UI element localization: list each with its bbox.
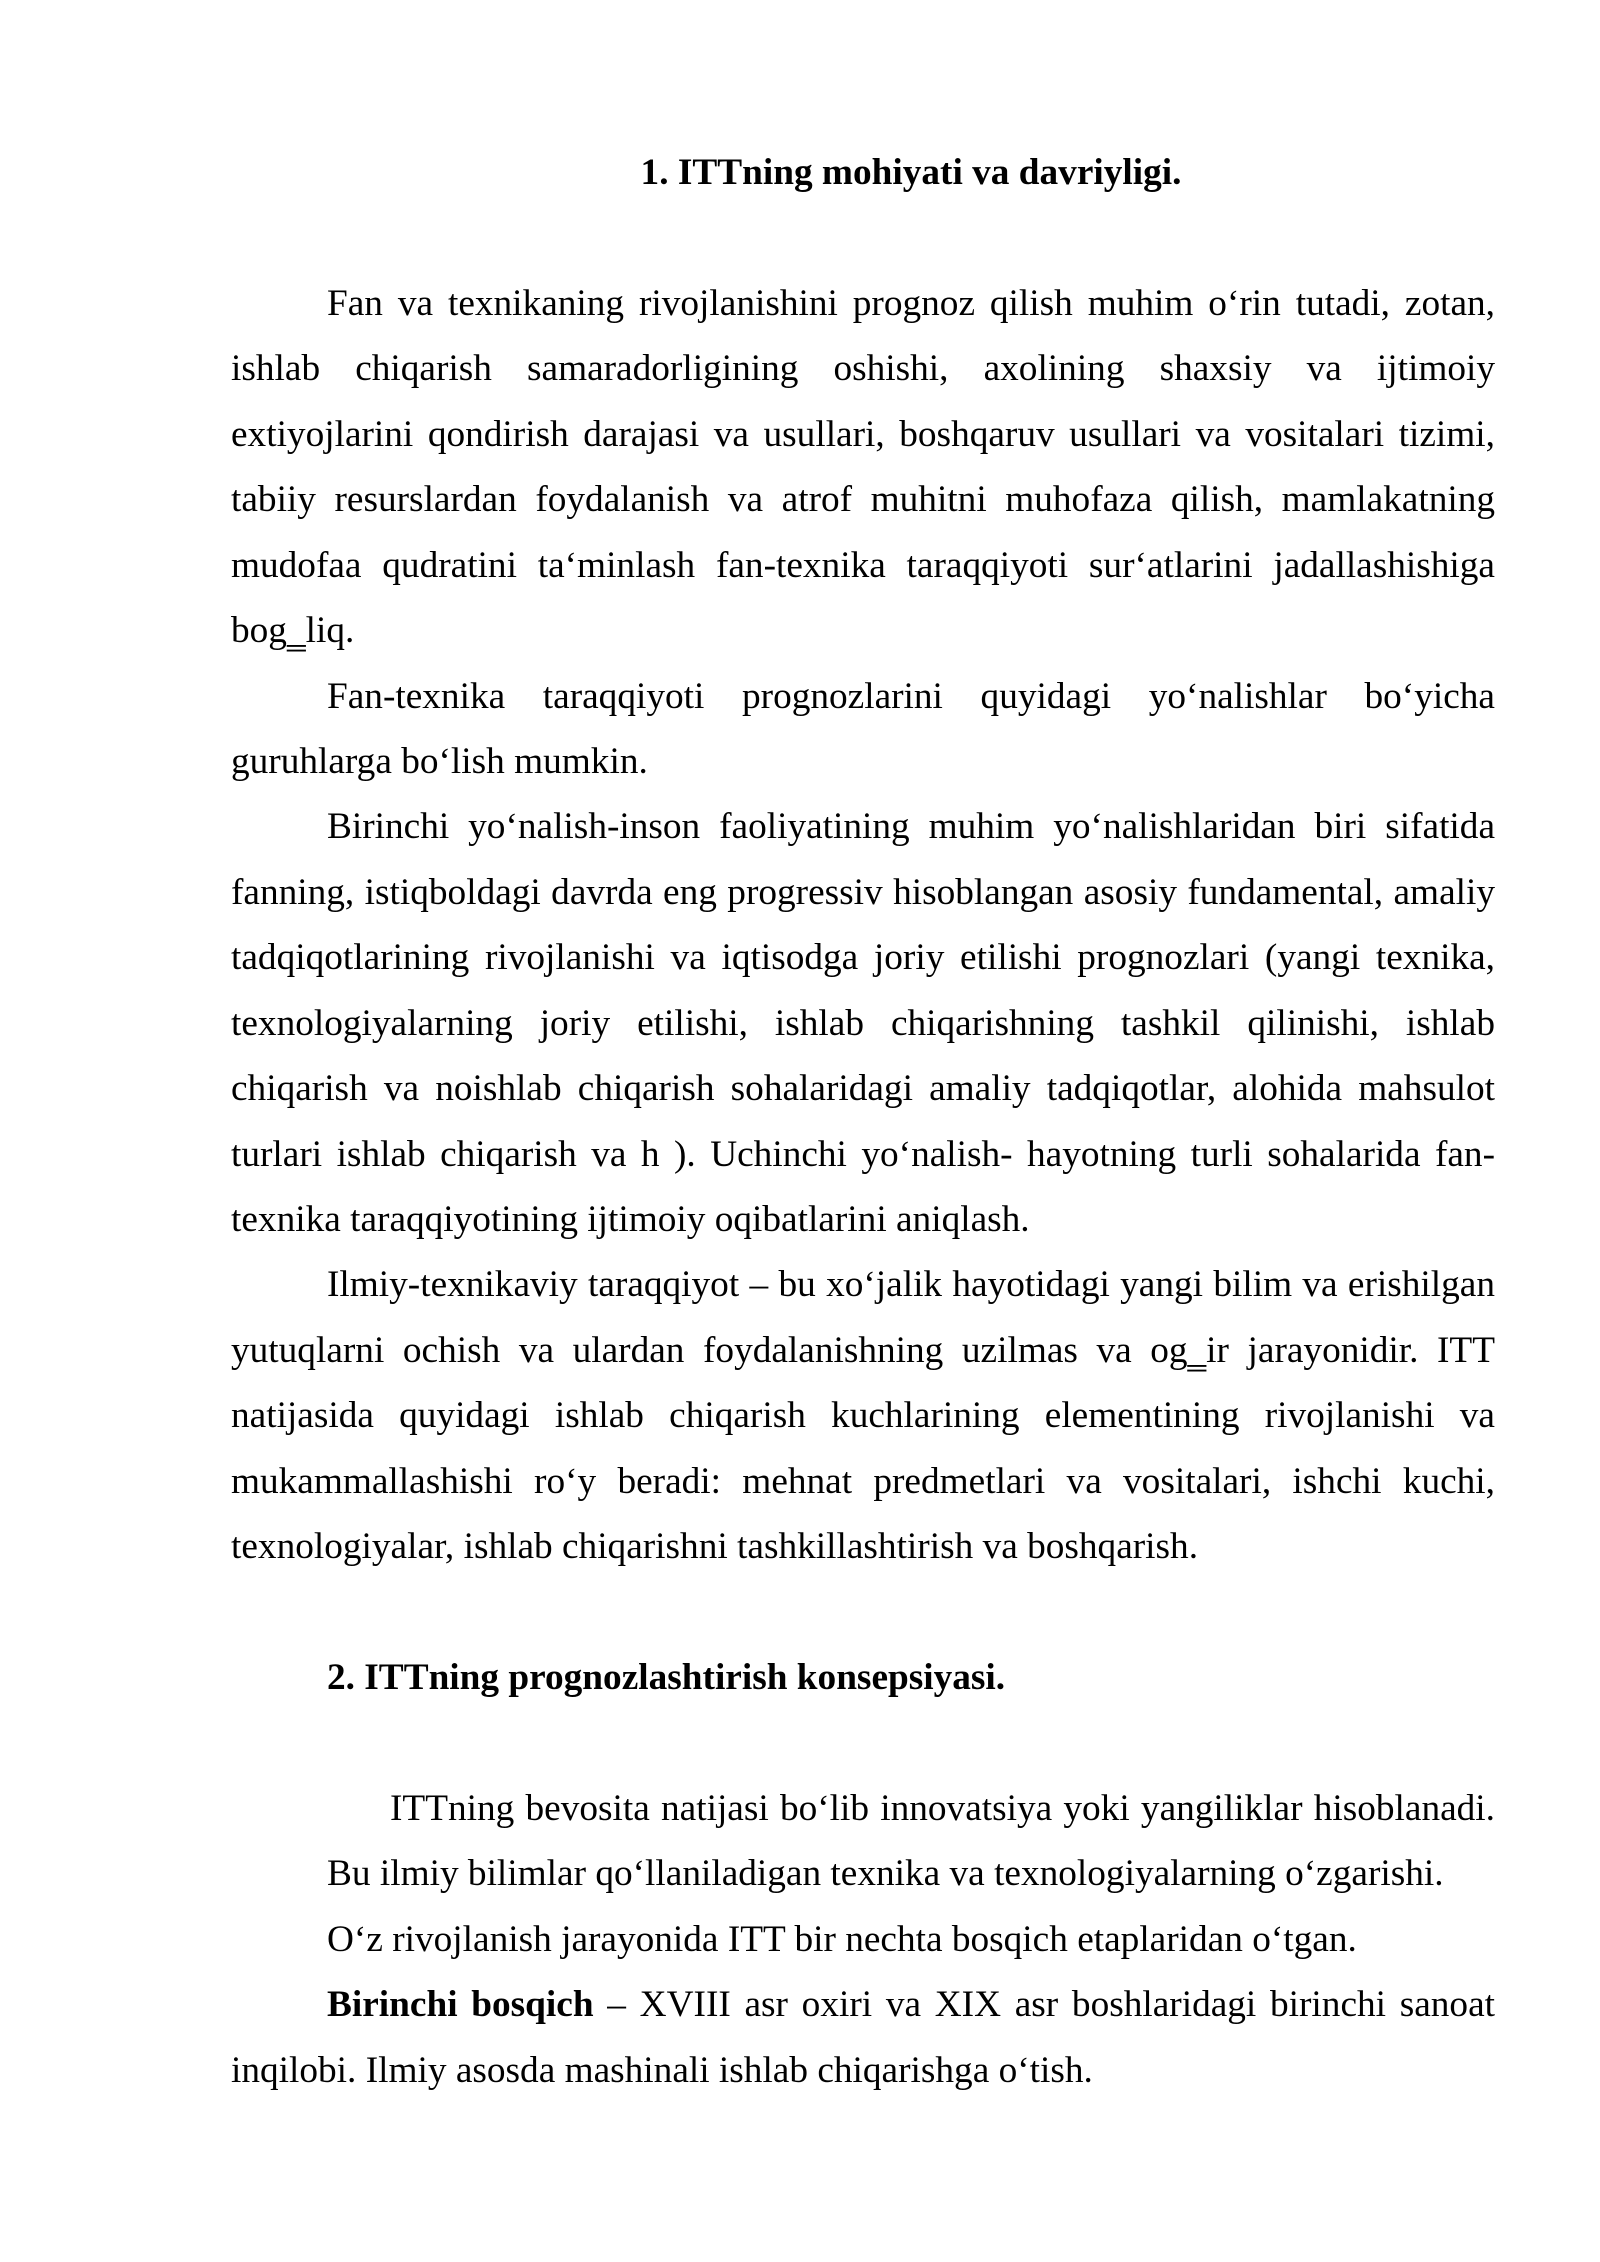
text-line: Bu ilmiy bilimlar qo‘llaniladigan texnika va texnologiyalarning o‘zgarishi. <box>327 1853 1444 1895</box>
paragraph <box>231 1907 1495 1972</box>
text-line: tabiiy resurslardan foydalanish va atrof muhitni muhofaza qilish, mamlakatning <box>231 479 1495 521</box>
text-line: turlari ishlab chiqarish va h ). Uchinchi yo‘nalish- hayotning turli sohalarida fan- <box>231 1133 1495 1175</box>
text-line: extiyojlarini qondirish darajasi va usullari, boshqaruv usullari va vositalari tizimi, <box>231 413 1495 455</box>
text-line: tadqiqotlarining rivojlanishi va iqtisodga joriy etilishi prognozlari (yangi texnika, <box>231 937 1495 979</box>
text-line: fanning, istiqboldagi davrda eng progressiv hisoblangan asosiy fundamental, amaliy <box>231 871 1495 913</box>
paragraph <box>231 664 1495 795</box>
text-line: ishlab chiqarish samaradorligining oshishi, axolining shaxsiy va ijtimoiy <box>231 348 1495 390</box>
text-line: yutuqlarni ochish va ulardan foydalanishning uzilmas va og‗ir jarayonidir. ITT <box>231 1329 1495 1371</box>
text-line: ITTning bevosita natijasi bo‘lib innovatsiya yoki yangiliklar hisoblanadi. <box>390 1787 1495 1829</box>
text-line: O‘z rivojlanish jarayonida ITT bir nechta bosqich etaplaridan o‘tgan. <box>327 1918 1357 1960</box>
document-body <box>231 140 1495 2103</box>
text-run: – XVIII asr oxiri va XIX asr boshlaridagi birinchi sanoat <box>607 1984 1495 2026</box>
section-title: 2. ITTning prognozlashtirish konsepsiyasi. <box>327 1657 1006 1699</box>
paragraph <box>231 271 1495 664</box>
section-title: 1. ITTning mohiyati va davriyligi. <box>640 152 1182 193</box>
text-line: Fan-texnika taraqqiyoti prognozlarini quyidagi yo‘nalishlar bo‘yicha <box>327 675 1495 717</box>
text-line: mudofaa qudratini ta‘minlash fan-texnika taraqqiyoti sur‘atlarini jadallashishiga <box>231 544 1495 586</box>
text-line: mukammallashishi ro‘y beradi: mehnat predmetlari va vositalari, ishchi kuchi, <box>231 1460 1495 1502</box>
text-line <box>231 1972 1495 2037</box>
text-line: natijasida quyidagi ishlab chiqarish kuchlarining elementining rivojlanishi va <box>231 1395 1495 1437</box>
text-line: Fan va texnikaning rivojlanishini prognoz qilish muhim o‘rin tutadi, zotan, <box>327 282 1495 324</box>
paragraph <box>231 1972 1495 2103</box>
text-line: guruhlarga bo‘lish mumkin. <box>231 740 648 782</box>
text-line: chiqarish va noishlab chiqarish sohalaridagi amaliy tadqiqotlar, alohida mahsulot <box>231 1068 1495 1110</box>
text-line: texnologiyalarning joriy etilishi, ishlab chiqarishning tashkil qilinishi, ishlab <box>231 1002 1495 1044</box>
paragraph <box>231 1776 1495 1907</box>
text-line: bog‗liq. <box>231 610 355 652</box>
bold-term: Birinchi bosqich <box>327 1984 594 2026</box>
paragraph <box>231 794 1495 1252</box>
text-line: texnika taraqqiyotining ijtimoiy oqibatlarini aniqlash. <box>231 1199 1030 1240</box>
text-line: texnologiyalar, ishlab chiqarishni tashkillashtirish va boshqarish. <box>231 1526 1199 1568</box>
text-line: Ilmiy-texnikaviy taraqqiyot – bu xo‘jalik hayotidagi yangi bilim va erishilgan <box>327 1264 1495 1306</box>
text-line: Birinchi yo‘nalish-inson faoliyatining muhim yo‘nalishlaridan biri sifatida <box>327 806 1495 848</box>
text-line: inqilobi. Ilmiy asosda mashinali ishlab chiqarishga o‘tish. <box>231 2049 1093 2091</box>
paragraph <box>231 1252 1495 1579</box>
